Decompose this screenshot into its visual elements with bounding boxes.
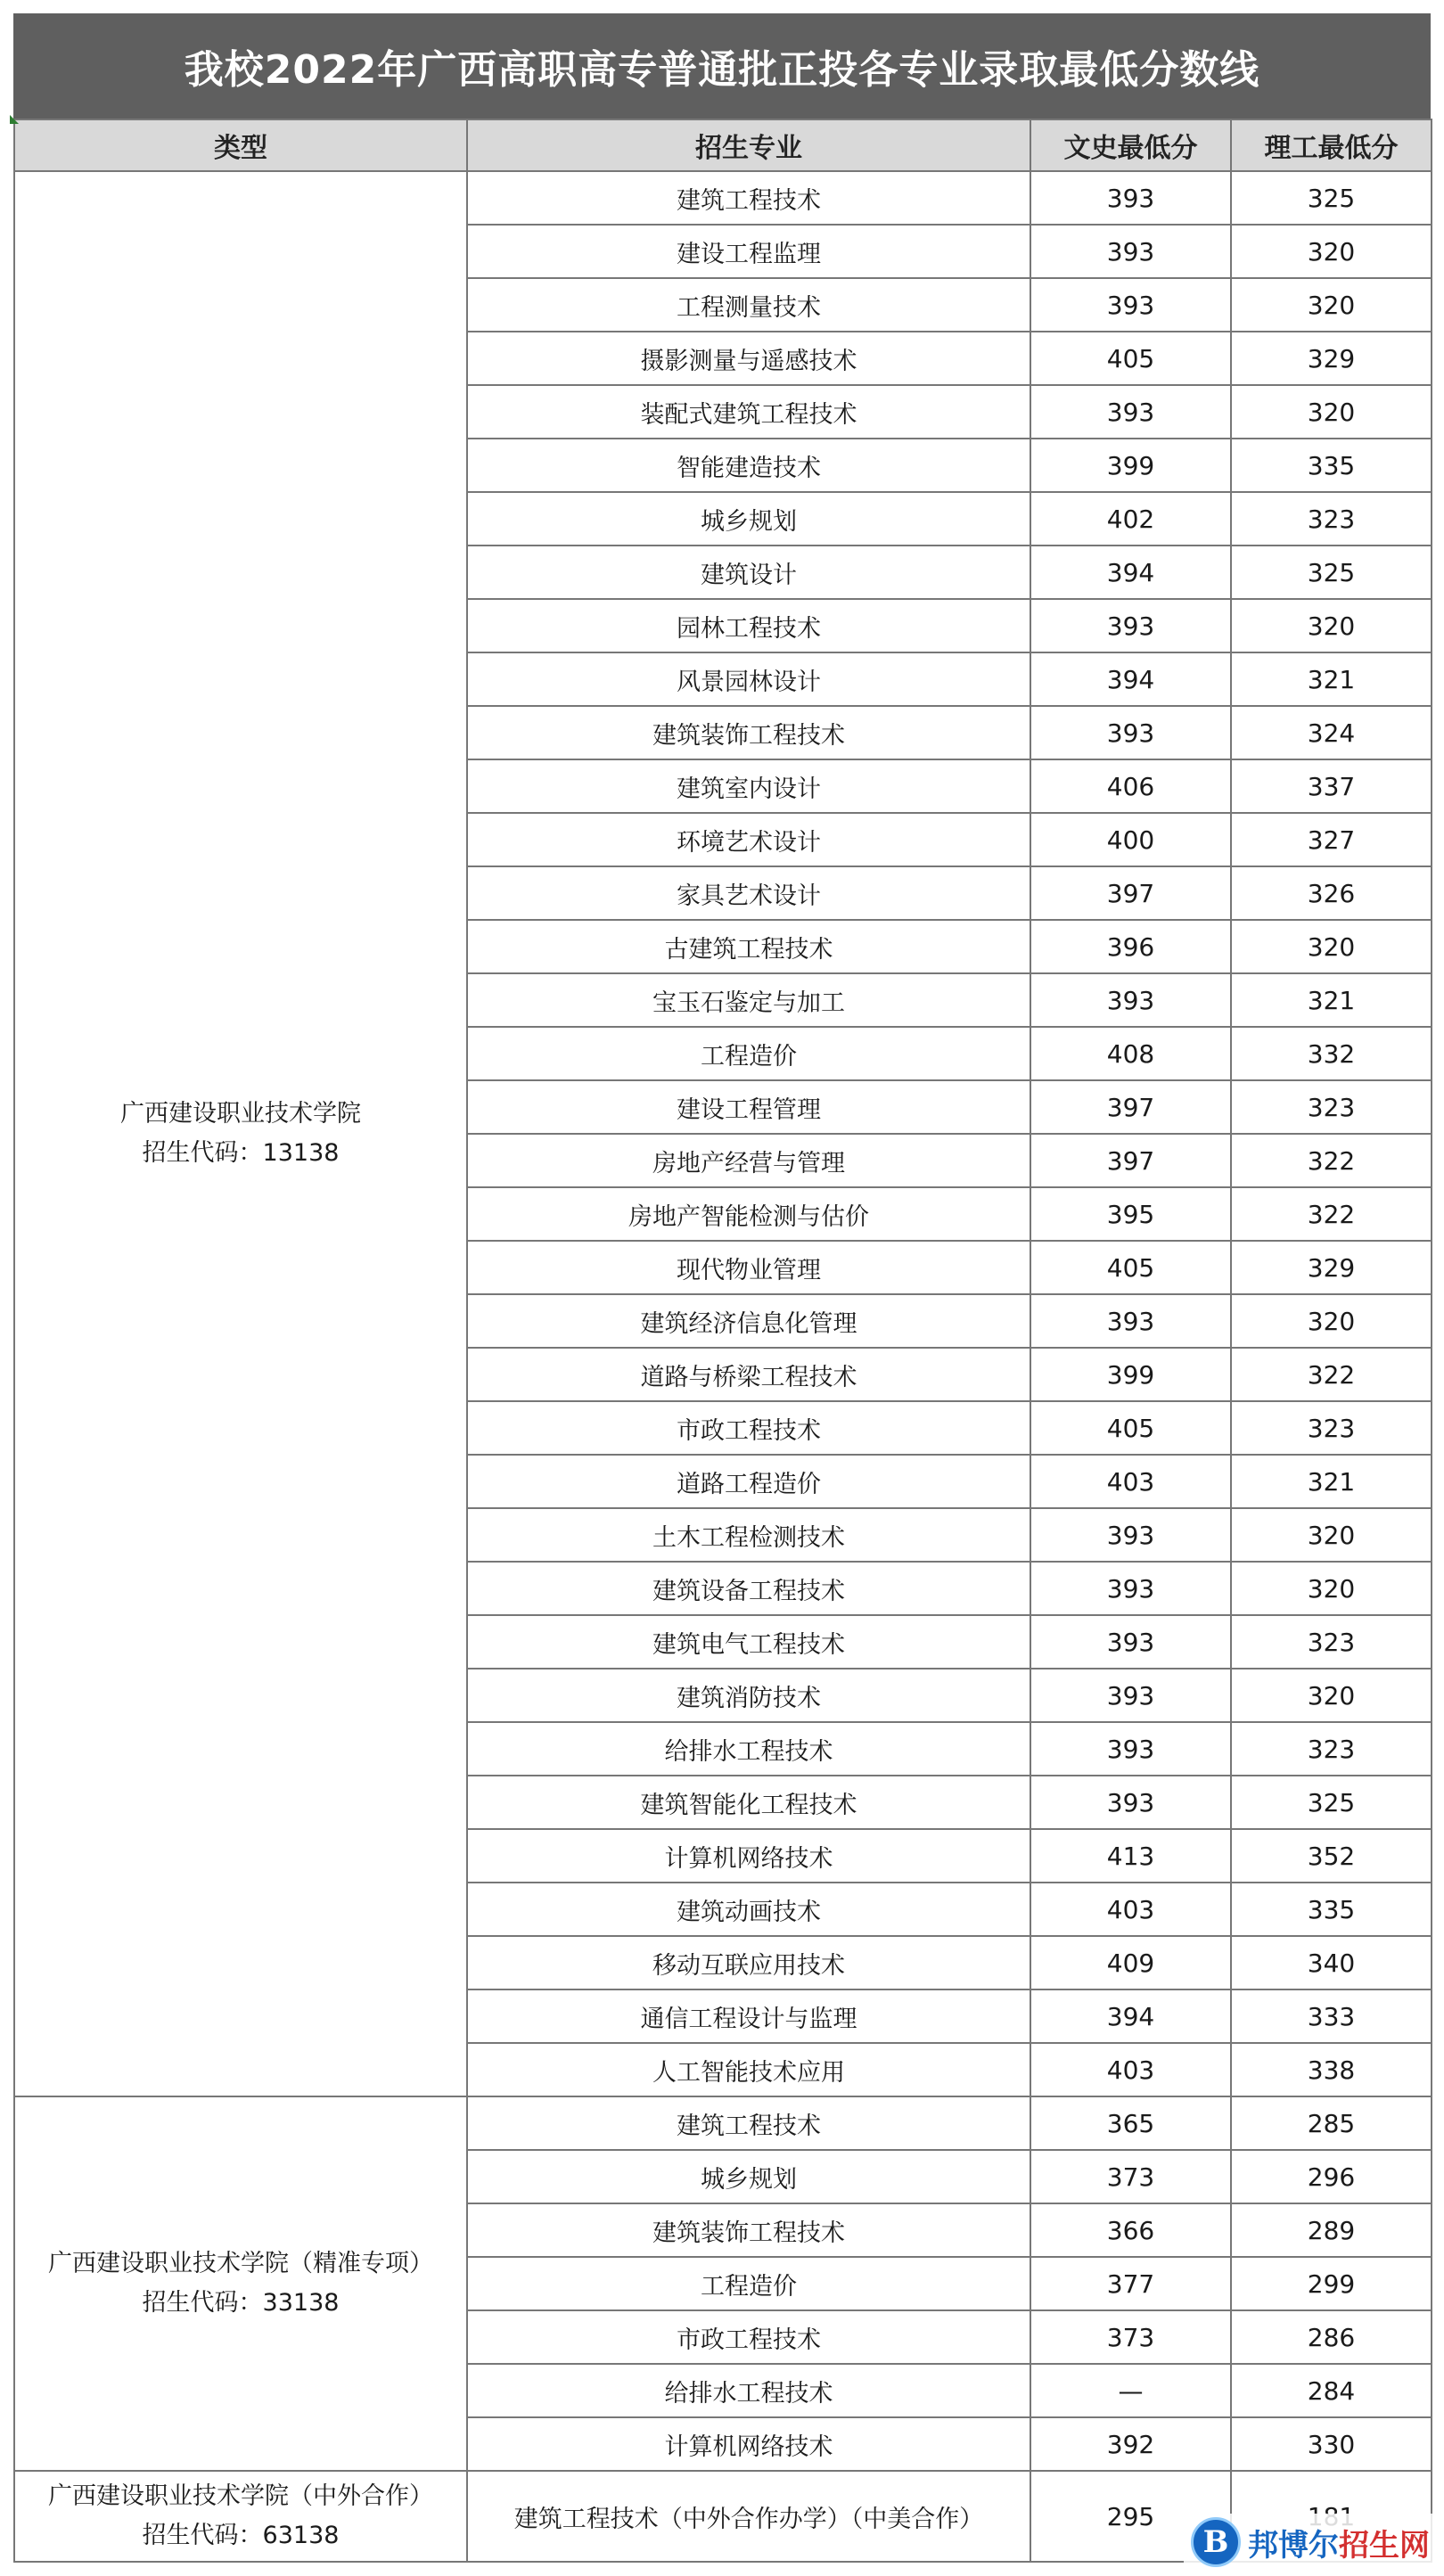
science-score-cell: 320 — [1231, 1294, 1432, 1348]
arts-score-cell: 393 — [1030, 225, 1231, 278]
table-row — [14, 2096, 1432, 2150]
science-score-cell: 320 — [1231, 385, 1432, 439]
document-frame — [13, 13, 1431, 2563]
science-score-cell: 320 — [1231, 599, 1432, 652]
major-cell: 园林工程技术 — [467, 599, 1030, 652]
arts-score-cell: 295 — [1030, 2471, 1231, 2562]
science-score-cell: 320 — [1231, 1669, 1432, 1722]
science-score-cell: 327 — [1231, 813, 1432, 866]
site-logo-icon: B — [1191, 2517, 1241, 2567]
enrollment-code: 招生代码：13138 — [142, 1139, 340, 1167]
arts-score-cell: 393 — [1030, 385, 1231, 439]
arts-score-cell: 395 — [1030, 1187, 1231, 1241]
major-cell: 建设工程监理 — [467, 225, 1030, 278]
science-score-cell: 330 — [1231, 2417, 1432, 2471]
major-cell: 市政工程技术 — [467, 2310, 1030, 2364]
arts-score-cell: 403 — [1030, 2043, 1231, 2096]
major-cell: 装配式建筑工程技术 — [467, 385, 1030, 439]
score-table — [13, 119, 1432, 2563]
header-arts: 文史最低分 — [1030, 119, 1231, 171]
table-header-row — [14, 119, 1432, 171]
science-score-cell: 323 — [1231, 492, 1432, 546]
watermark-text-a: 邦博尔 — [1248, 2527, 1339, 2564]
arts-score-cell: 400 — [1030, 813, 1231, 866]
header-type: 类型 — [14, 119, 467, 171]
major-cell: 建筑工程技术 — [467, 2096, 1030, 2150]
science-score-cell: 299 — [1231, 2257, 1432, 2310]
enrollment-code: 招生代码：63138 — [142, 2522, 340, 2549]
major-cell: 建设工程管理 — [467, 1080, 1030, 1134]
science-score-cell: 340 — [1231, 1936, 1432, 1989]
major-cell: 道路与桥梁工程技术 — [467, 1348, 1030, 1401]
arts-score-cell: 402 — [1030, 492, 1231, 546]
major-cell: 城乡规划 — [467, 492, 1030, 546]
science-score-cell: 324 — [1231, 706, 1432, 759]
major-cell: 建筑智能化工程技术 — [467, 1776, 1030, 1829]
science-score-cell: 323 — [1231, 1080, 1432, 1134]
arts-score-cell: 413 — [1030, 1829, 1231, 1883]
arts-score-cell: 405 — [1030, 1401, 1231, 1455]
arts-score-cell: 393 — [1030, 1669, 1231, 1722]
science-score-cell: 323 — [1231, 1615, 1432, 1669]
arts-score-cell: 373 — [1030, 2150, 1231, 2203]
arts-score-cell: 392 — [1030, 2417, 1231, 2471]
science-score-cell: 284 — [1231, 2364, 1432, 2417]
arts-score-cell: 396 — [1030, 920, 1231, 973]
science-score-cell: 333 — [1231, 1989, 1432, 2043]
major-cell: 风景园林设计 — [467, 652, 1030, 706]
science-score-cell: 320 — [1231, 920, 1432, 973]
arts-score-cell: 393 — [1030, 706, 1231, 759]
science-score-cell: 321 — [1231, 652, 1432, 706]
arts-score-cell: 366 — [1030, 2203, 1231, 2257]
major-cell: 道路工程造价 — [467, 1455, 1030, 1508]
science-score-cell: 321 — [1231, 973, 1432, 1027]
science-score-cell: 320 — [1231, 278, 1432, 332]
arts-score-cell: 397 — [1030, 866, 1231, 920]
science-score-cell: 332 — [1231, 1027, 1432, 1080]
science-score-cell: 322 — [1231, 1348, 1432, 1401]
major-cell: 工程测量技术 — [467, 278, 1030, 332]
enrollment-code: 招生代码：33138 — [142, 2289, 340, 2317]
science-score-cell: 296 — [1231, 2150, 1432, 2203]
school-name: 广西建设职业技术学院（中外合作） — [48, 2482, 433, 2510]
major-cell: 通信工程设计与监理 — [467, 1989, 1030, 2043]
science-score-cell: 320 — [1231, 225, 1432, 278]
major-cell: 工程造价 — [467, 1027, 1030, 1080]
major-cell: 建筑电气工程技术 — [467, 1615, 1030, 1669]
table-row — [14, 171, 1432, 225]
arts-score-cell: 399 — [1030, 1348, 1231, 1401]
arts-score-cell: 373 — [1030, 2310, 1231, 2364]
arts-score-cell: 403 — [1030, 1455, 1231, 1508]
table-body — [14, 171, 1432, 2562]
science-score-cell: 329 — [1231, 332, 1432, 385]
major-cell: 建筑装饰工程技术 — [467, 706, 1030, 759]
science-score-cell: 323 — [1231, 1722, 1432, 1776]
major-cell: 建筑装饰工程技术 — [467, 2203, 1030, 2257]
arts-score-cell: 393 — [1030, 599, 1231, 652]
major-cell: 建筑工程技术（中外合作办学）（中美合作） — [467, 2471, 1030, 2562]
science-score-cell: 289 — [1231, 2203, 1432, 2257]
arts-score-cell: — — [1030, 2364, 1231, 2417]
header-science: 理工最低分 — [1231, 119, 1432, 171]
major-cell: 家具艺术设计 — [467, 866, 1030, 920]
arts-score-cell: 365 — [1030, 2096, 1231, 2150]
science-score-cell: 322 — [1231, 1134, 1432, 1187]
science-score-cell: 325 — [1231, 171, 1432, 225]
major-cell: 摄影测量与遥感技术 — [467, 332, 1030, 385]
major-cell: 建筑工程技术 — [467, 171, 1030, 225]
arts-score-cell: 399 — [1030, 439, 1231, 492]
arts-score-cell: 377 — [1030, 2257, 1231, 2310]
arts-score-cell: 394 — [1030, 1989, 1231, 2043]
arts-score-cell: 405 — [1030, 1241, 1231, 1294]
page-title-text: 我校2022年广西高职高专普通批正投各专业录取最低分数线 — [184, 47, 1260, 93]
school-type-cell — [14, 2471, 467, 2562]
major-cell: 工程造价 — [467, 2257, 1030, 2310]
science-score-cell: 352 — [1231, 1829, 1432, 1883]
major-cell: 建筑消防技术 — [467, 1669, 1030, 1722]
arts-score-cell: 393 — [1030, 1615, 1231, 1669]
school-name: 广西建设职业技术学院 — [120, 1100, 361, 1128]
science-score-cell: 325 — [1231, 1776, 1432, 1829]
major-cell: 市政工程技术 — [467, 1401, 1030, 1455]
science-score-cell: 320 — [1231, 1562, 1432, 1615]
arts-score-cell: 406 — [1030, 759, 1231, 813]
arts-score-cell: 403 — [1030, 1883, 1231, 1936]
major-cell: 建筑设备工程技术 — [467, 1562, 1030, 1615]
major-cell: 移动互联应用技术 — [467, 1936, 1030, 1989]
science-score-cell: 286 — [1231, 2310, 1432, 2364]
arts-score-cell: 393 — [1030, 973, 1231, 1027]
science-score-cell: 320 — [1231, 1508, 1432, 1562]
major-cell: 宝玉石鉴定与加工 — [467, 973, 1030, 1027]
arts-score-cell: 397 — [1030, 1080, 1231, 1134]
science-score-cell: 337 — [1231, 759, 1432, 813]
arts-score-cell: 393 — [1030, 171, 1231, 225]
watermark-text-b: 招生网 — [1339, 2527, 1430, 2564]
major-cell: 建筑室内设计 — [467, 759, 1030, 813]
major-cell: 环境艺术设计 — [467, 813, 1030, 866]
arts-score-cell: 393 — [1030, 1776, 1231, 1829]
site-watermark — [1184, 2514, 1437, 2571]
page-title — [13, 13, 1431, 119]
arts-score-cell: 393 — [1030, 1722, 1231, 1776]
arts-score-cell: 393 — [1030, 1562, 1231, 1615]
title-corner-accent — [10, 115, 19, 124]
arts-score-cell: 409 — [1030, 1936, 1231, 1989]
major-cell: 计算机网络技术 — [467, 2417, 1030, 2471]
site-watermark-text — [1248, 2521, 1430, 2564]
major-cell: 给排水工程技术 — [467, 2364, 1030, 2417]
major-cell: 房地产经营与管理 — [467, 1134, 1030, 1187]
arts-score-cell: 393 — [1030, 1294, 1231, 1348]
science-score-cell: 329 — [1231, 1241, 1432, 1294]
arts-score-cell: 408 — [1030, 1027, 1231, 1080]
school-name: 广西建设职业技术学院（精准专项） — [48, 2250, 433, 2277]
school-type-cell — [14, 171, 467, 2096]
major-cell: 现代物业管理 — [467, 1241, 1030, 1294]
major-cell: 建筑动画技术 — [467, 1883, 1030, 1936]
science-score-cell: 285 — [1231, 2096, 1432, 2150]
science-score-cell: 335 — [1231, 1883, 1432, 1936]
arts-score-cell: 394 — [1030, 546, 1231, 599]
arts-score-cell: 393 — [1030, 1508, 1231, 1562]
major-cell: 智能建造技术 — [467, 439, 1030, 492]
major-cell: 城乡规划 — [467, 2150, 1030, 2203]
science-score-cell: 335 — [1231, 439, 1432, 492]
major-cell: 给排水工程技术 — [467, 1722, 1030, 1776]
major-cell: 计算机网络技术 — [467, 1829, 1030, 1883]
science-score-cell: 322 — [1231, 1187, 1432, 1241]
major-cell: 土木工程检测技术 — [467, 1508, 1030, 1562]
major-cell: 建筑经济信息化管理 — [467, 1294, 1030, 1348]
major-cell: 建筑设计 — [467, 546, 1030, 599]
science-score-cell: 321 — [1231, 1455, 1432, 1508]
arts-score-cell: 393 — [1030, 278, 1231, 332]
science-score-cell: 326 — [1231, 866, 1432, 920]
arts-score-cell: 397 — [1030, 1134, 1231, 1187]
science-score-cell: 325 — [1231, 546, 1432, 599]
header-major: 招生专业 — [467, 119, 1030, 171]
arts-score-cell: 405 — [1030, 332, 1231, 385]
major-cell: 古建筑工程技术 — [467, 920, 1030, 973]
science-score-cell: 323 — [1231, 1401, 1432, 1455]
arts-score-cell: 394 — [1030, 652, 1231, 706]
major-cell: 人工智能技术应用 — [467, 2043, 1030, 2096]
major-cell: 房地产智能检测与估价 — [467, 1187, 1030, 1241]
school-type-cell — [14, 2096, 467, 2471]
science-score-cell: 338 — [1231, 2043, 1432, 2096]
